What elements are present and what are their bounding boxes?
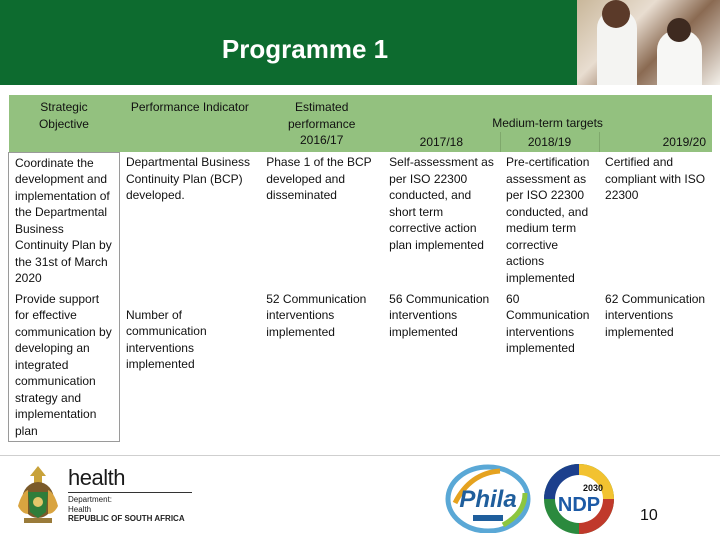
- header-photo: [577, 0, 720, 85]
- cell-objective: Coordinate the development and implementation of the Departmental Business Continuity Plan by the 31st of March 2020: [9, 152, 120, 289]
- ndp-logo: [541, 461, 617, 537]
- cell-objective: Provide support for effective communication by developing an integrated communication strategy and implementation plan: [9, 289, 120, 442]
- cell-estimated: 52 Communication interventions implemented: [260, 289, 383, 442]
- header-year-2018: 2018/19: [500, 132, 599, 153]
- cell-target-2019: Certified and compliant with ISO 22300: [599, 152, 712, 289]
- page-number: 10: [640, 507, 658, 524]
- department-name: Health: [68, 505, 92, 514]
- cell-estimated: Phase 1 of the BCP developed and disseminated: [260, 152, 383, 289]
- cell-target-2017: 56 Communication interventions implemented: [383, 289, 500, 442]
- phila-logo: [445, 463, 531, 533]
- cell-target-2018: Pre-certification assessment as per ISO 22300 conducted, and medium term corrective actions implemented: [500, 152, 599, 289]
- footer-divider: [0, 455, 720, 456]
- ndp-year: 2030: [582, 483, 604, 493]
- header-strategic-objective: Strategic Objective: [9, 95, 120, 152]
- ndp-wordmark: NDP: [557, 494, 601, 516]
- table-row: [9, 152, 713, 289]
- cell-target-2018: 60 Communication interventions implemented: [500, 289, 599, 442]
- page-title: Programme 1: [221, 34, 389, 64]
- header-year-2019: 2019/20: [599, 132, 712, 153]
- header-year-2017: 2017/18: [383, 132, 500, 153]
- health-wordmark: health: [68, 465, 125, 490]
- department-label: Department:: [68, 495, 113, 504]
- phila-wordmark: Phila: [459, 486, 517, 513]
- programme-table: [8, 95, 712, 442]
- cell-target-2017: Self-assessment as per ISO 22300 conducted, and short term corrective action plan implemented: [383, 152, 500, 289]
- cell-indicator: Number of communication interventions implemented: [119, 289, 260, 442]
- photo-figure-child-head: [667, 18, 691, 42]
- table-header-row: [9, 95, 713, 132]
- cell-indicator: Departmental Business Continuity Plan (BCP) developed.: [119, 152, 260, 289]
- republic-label: REPUBLIC OF SOUTH AFRICA: [68, 514, 185, 523]
- header-performance-indicator: Performance Indicator: [119, 95, 260, 152]
- coat-of-arms-icon: [12, 462, 64, 526]
- header-estimated-performance: Estimated performance 2016/17: [260, 95, 383, 152]
- cell-target-2019: 62 Communication interventions implemented: [599, 289, 712, 442]
- health-underline: [68, 492, 192, 493]
- header-medium-term-targets: Medium-term targets: [383, 95, 712, 132]
- table-row: [9, 289, 713, 442]
- photo-figure-head: [602, 0, 630, 28]
